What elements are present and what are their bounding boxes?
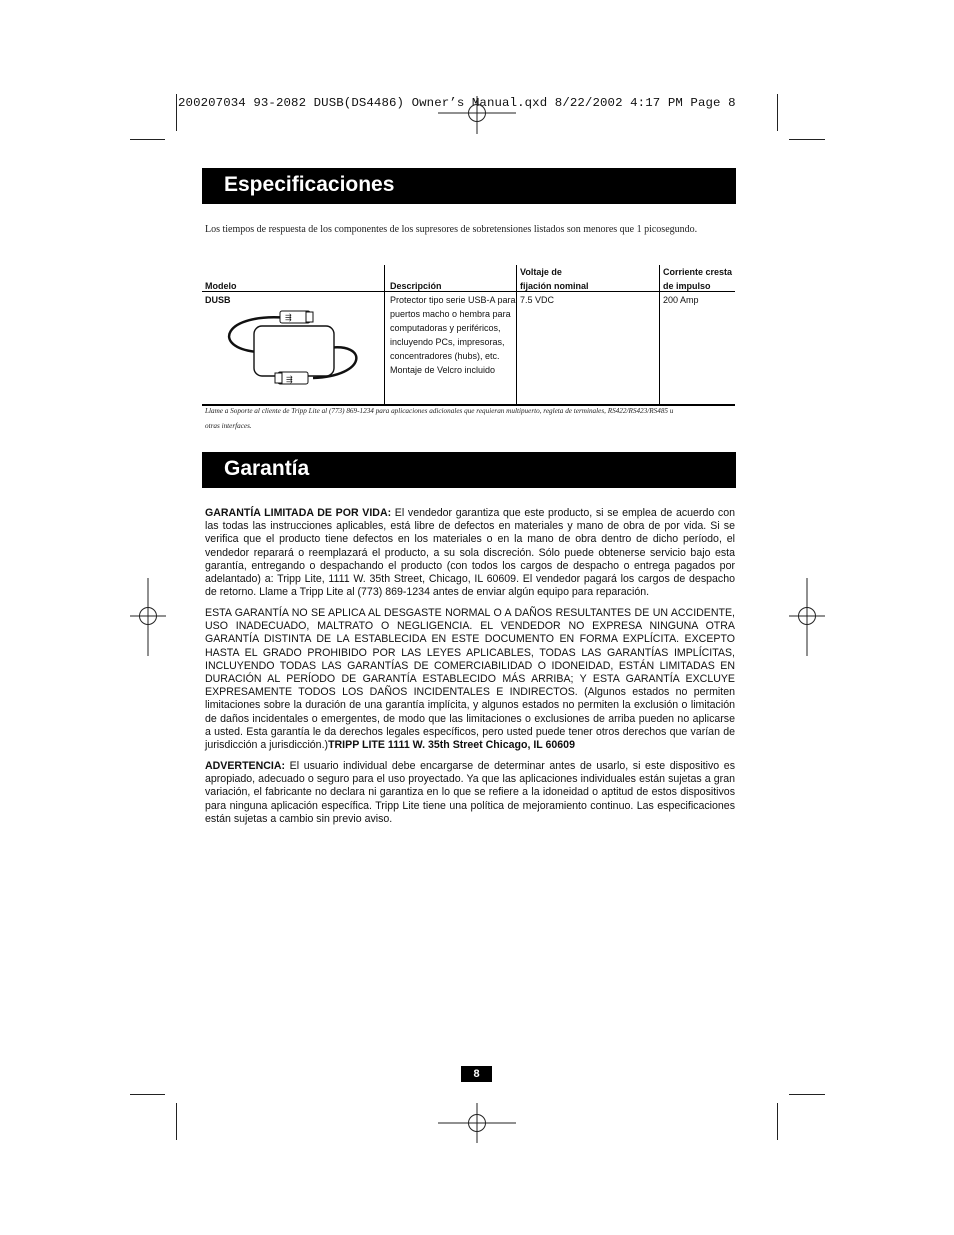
warranty-lifetime-text: El vendedor garantiza que este producto, si se emplea de acuerdo con las todas las instrucciones aplicables, está libre de defectos en materiales y mano de obra de por vida. Si se verifica que el producto tiene defectos en los materiales o en la mano de obra dentro de dicho período, el vendedor reparará o reemplazará el producto, a su sola discreción. Sólo puede obtenerse servicio bajo esta garantía, entregando o despachando el producto (con todos los cargos de despacho o entrega pagados por adelantado) a: Tripp Lite, 1111 W. 35th Street, Chicago, IL 60609. El vendedor pagará los cargos de despacho de retorno. Llame a Tripp Lite al (773) 869-1234 antes de enviar algún equipo para reparación. bbox=[205, 507, 735, 599]
specs-section-heading bbox=[202, 168, 736, 204]
column-divider bbox=[516, 265, 517, 405]
warning-text: El usuario individual debe encargarse de determinar antes de usarlo, si este dispositivo es apropiado, adecuado o seguro para el uso proyectado. Ya que las aplicaciones individuales están sujetas a gran variación, el fabricante no declara ni garantiza en lo que se refiere a la idoneidad o aptitud de estos dispositivos para ninguna aplicación específica. Tripp Lite tiene una política de mejoramiento continuo. Las especificaciones están sujetas a cambio sin previo aviso. bbox=[205, 760, 735, 825]
cell-description-line: puertos macho o hembra para bbox=[390, 309, 511, 319]
page-number: 8 bbox=[461, 1066, 492, 1082]
warranty-exclusions-text: ESTA GARANTÍA NO SE APLICA AL DESGASTE NORMAL O A DAÑOS RESULTANTES DE UN ACCIDENTE, USO INADECUADO, MALTRATO O NEGLIGENCIA. EL VENDEDOR NO EXPRESA NINGUNA OTRA GARANTÍA DISTINTA DE LA ESTABLECIDA EN ESTE DOCUMENTO EN FORMA EXPLÍCITA. EXCEPTO HASTA EL GRADO PROHIBIDO POR LAS LEYES APLICABLES, TODAS LAS GARANTÍAS IMPLÍCITAS, INCLUYENDO TODAS LAS GARANTÍAS DE COMERCIABILIDAD O IDONEIDAD, ESTÁN LIMITADAS EN DURACIÓN AL PERÍODO DE GARANTÍA ESTABLECIDO MÁS ARRIBA; Y ESTA GARANTÍA EXCLUYE EXPRESAMENTE TODOS LOS DAÑOS INCIDENTALES E INDIRECTOS. (Algunos estados no permiten limitaciones sobre la duración de una garantía implícita, y algunos estados no permiten la exclusión o limitación de daños incidentales o emergentes, de modo que las limitaciones o exclusiones de arriba pueden no aplicarse a usted. Esta garantía le da derechos legales específicos, pero usted puede tener otros derechos que varían de jurisdicción a jurisdicción.) bbox=[205, 607, 735, 752]
specs-heading-text: Especificaciones bbox=[224, 173, 395, 196]
registration-mark-left bbox=[130, 578, 166, 656]
warranty-paragraph-lifetime bbox=[205, 507, 735, 599]
registration-mark-right bbox=[789, 578, 825, 656]
cell-description-line: Montaje de Velcro incluido bbox=[390, 365, 496, 375]
specs-support-note: Llame a Soporte al cliente de Tripp Lite al (773) 869-1234 para aplicaciones adicionales que requieran multipuerto, regleta de terminales, RS422/RS423/RS485 u bbox=[205, 407, 674, 415]
specs-intro-text: Los tiempos de respuesta de los componentes de los supresores de sobretensiones listados son menores que 1 picosegundo. bbox=[205, 224, 698, 235]
col-header-voltage-line1: Voltaje de bbox=[520, 267, 562, 277]
cell-description-line: incluyendo PCs, impresoras, bbox=[390, 337, 505, 347]
warranty-section-heading bbox=[202, 452, 736, 488]
cell-current: 200 Amp bbox=[663, 295, 699, 305]
warranty-heading-text: Garantía bbox=[224, 457, 310, 480]
column-divider bbox=[384, 265, 385, 405]
cell-voltage: 7.5 VDC bbox=[520, 295, 555, 305]
table-header-rule bbox=[202, 291, 735, 292]
warranty-lifetime-label: GARANTÍA LIMITADA DE POR VIDA: bbox=[205, 507, 392, 519]
registration-mark-top bbox=[438, 96, 516, 136]
col-header-model: Modelo bbox=[205, 281, 237, 291]
specs-support-note-cont: otras interfaces. bbox=[205, 422, 252, 430]
svg-text:⇶: ⇶ bbox=[286, 375, 293, 384]
cell-model: DUSB bbox=[205, 295, 231, 305]
cell-description-line: Protector tipo serie USB-A para bbox=[390, 295, 516, 305]
cell-description-line: concentradores (hubs), etc. bbox=[390, 351, 500, 361]
table-bottom-rule bbox=[202, 404, 735, 406]
col-header-voltage-line2: fijación nominal bbox=[520, 281, 589, 291]
dusb-product-illustration bbox=[218, 306, 368, 386]
warranty-address: TRIPP LITE 1111 W. 35th Street Chicago, IL 60609 bbox=[328, 739, 575, 752]
col-header-current-line1: Corriente cresta bbox=[663, 267, 733, 277]
warranty-paragraph-warning bbox=[205, 760, 735, 826]
print-slug-line: 200207034 93-2082 DUSB(DS4486) Owner’s Manual.qxd 8/22/2002 4:17 PM Page 8 bbox=[178, 96, 736, 110]
col-header-current-line2: de impulso bbox=[663, 281, 711, 291]
warning-label: ADVERTENCIA: bbox=[205, 760, 286, 772]
column-divider bbox=[659, 265, 660, 405]
registration-mark-bottom bbox=[438, 1103, 516, 1143]
warranty-paragraph-exclusions bbox=[205, 607, 735, 752]
svg-text:⇶: ⇶ bbox=[285, 313, 292, 322]
cell-description-line: computadoras y periféricos, bbox=[390, 323, 501, 333]
col-header-description: Descripción bbox=[390, 281, 442, 291]
